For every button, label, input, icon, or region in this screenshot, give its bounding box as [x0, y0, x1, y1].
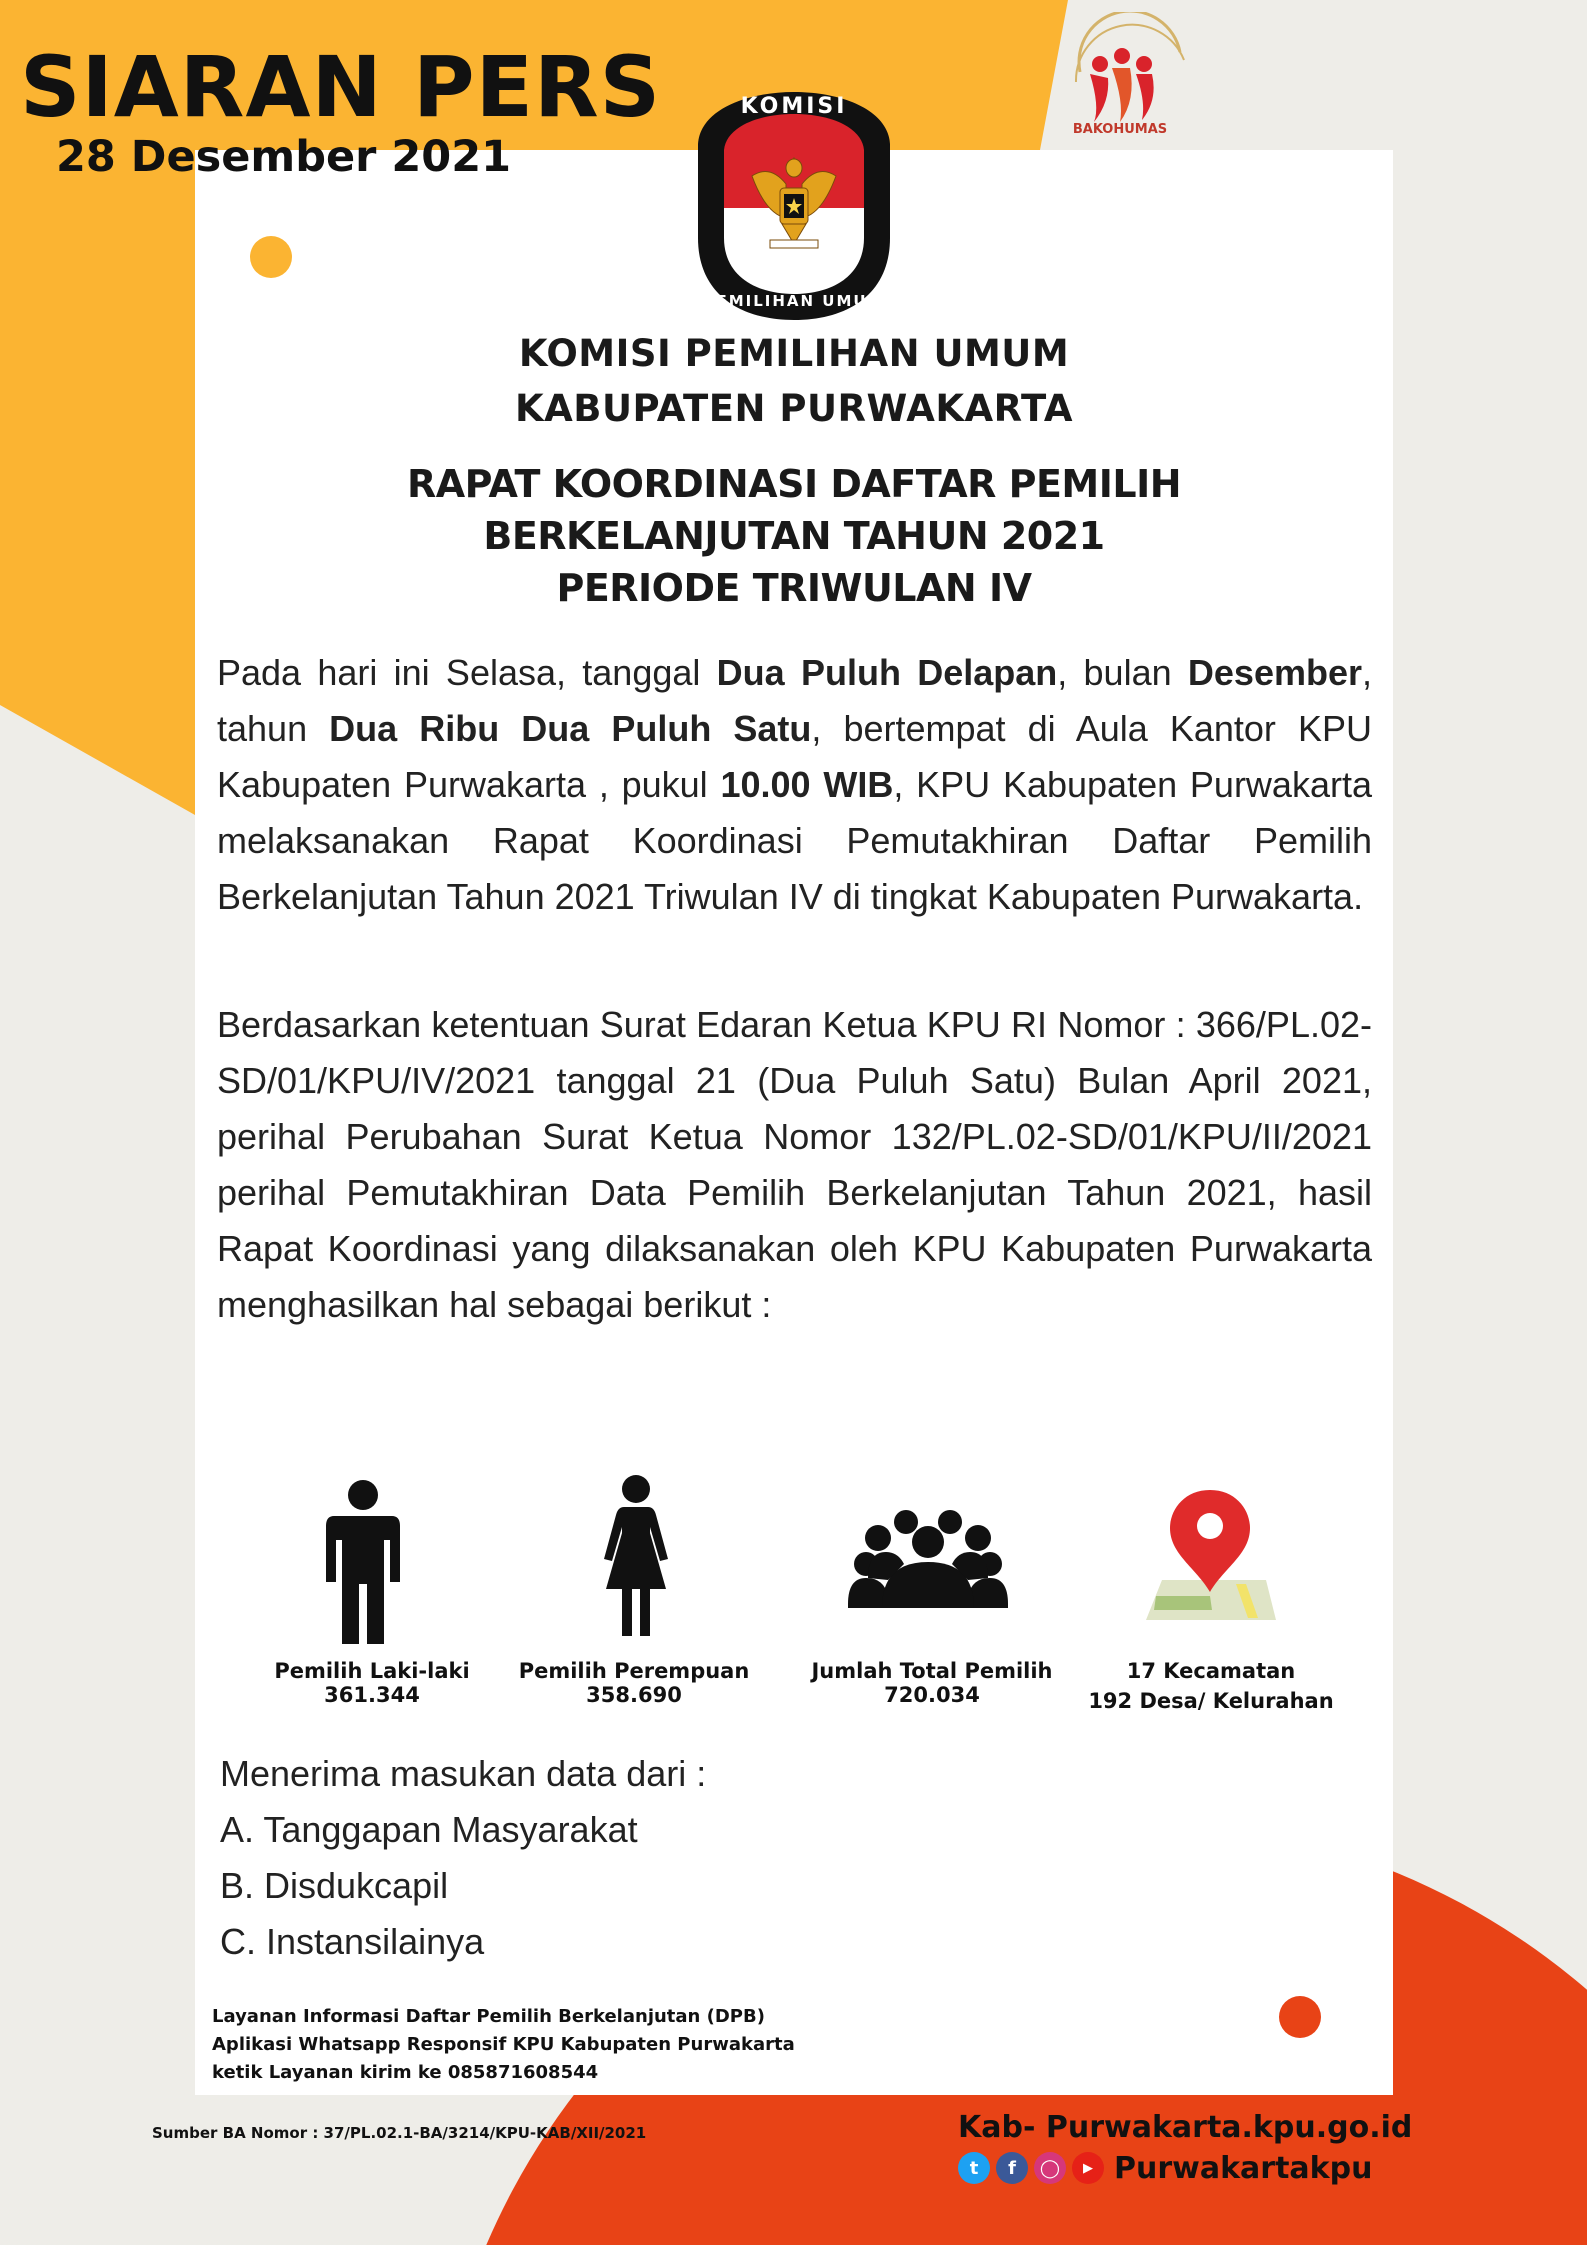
stat-label: Pemilih Perempuan: [518, 1659, 750, 1683]
paragraph-legal-basis: Berdasarkan ketentuan Surat Edaran Ketua KPU RI Nomor : 366/PL.02- SD/01/KPU/IV/2021 tanggal 21 (Dua Puluh Satu) Bulan April 2021, perihal Perubahan Surat Ketua Nomor 132/PL.02-SD/01/KPU/II/2021 perihal Pemutakhiran Data Pemilih Berkelanjutan Tahun 2021, hasil Rapat Koordinasi yang dilaksanakan oleh KPU Kabupaten Purwakarta menghasilkan hal sebagai berikut :: [217, 1004, 1372, 1325]
kpu-logo-bottom-text: PEMILIHAN UMUM: [703, 292, 885, 310]
stat-value: 358.690: [586, 1683, 682, 1707]
website-link[interactable]: Kab- Purwakarta.kpu.go.id: [958, 2110, 1413, 2145]
list-item: A. Tanggapan Masyarakat: [220, 1809, 638, 1850]
social-media-row: [958, 2150, 1372, 2186]
list-item: B. Disdukcapil: [220, 1865, 449, 1906]
heading-line-1: RAPAT KOORDINASI DAFTAR PEMILIH: [406, 462, 1182, 506]
social-handle: Purwakartakpu: [1114, 2150, 1373, 2186]
organization-regency: KABUPATEN PURWAKARTA: [515, 387, 1073, 430]
twitter-icon[interactable]: t: [958, 2152, 990, 2184]
female-icon: [596, 1473, 676, 1638]
press-release-title: SIARAN PERS: [20, 38, 662, 136]
bakohumas-emblem-icon: [1050, 12, 1190, 140]
footer-info-line: Layanan Informasi Daftar Pemilih Berkelanjutan (DPB): [212, 2006, 765, 2027]
stat-regions: [1081, 1656, 1341, 1716]
stat-label: 17 Kecamatan: [1126, 1659, 1296, 1683]
input-sources-list: [220, 1746, 706, 1970]
organization-name: KOMISI PEMILIHAN UMUM: [518, 332, 1070, 375]
stat-male-voters: [242, 1659, 502, 1707]
kpu-emblem-icon: [692, 88, 896, 322]
youtube-icon[interactable]: ▶: [1072, 2152, 1104, 2184]
facebook-icon[interactable]: f: [996, 2152, 1028, 2184]
instagram-icon[interactable]: ◯: [1034, 2152, 1066, 2184]
stat-value: 192 Desa/ Kelurahan: [1088, 1689, 1334, 1713]
bakohumas-label: BAKOHUMAS: [1072, 122, 1168, 137]
group-icon: [848, 1508, 1008, 1618]
stat-female-voters: [504, 1659, 764, 1707]
kpu-logo-top-text: KOMISI: [740, 94, 848, 119]
decorative-dot-yellow: [250, 236, 292, 278]
footer-info-line: ketik Layanan kirim ke 085871608544: [212, 2062, 599, 2083]
decorative-dot-orange: [1279, 1996, 1321, 2038]
stat-value: 720.034: [884, 1683, 980, 1707]
footer-info: [212, 2003, 795, 2087]
paragraph-meeting-info: Pada hari ini Selasa, tanggal Dua Puluh Delapan, bulan Desember, tahun Dua Ribu Dua Puluh Satu, bertempat di Aula Kantor KPU Kabupaten Purwakarta , pukul 10.00 WIB, KPU Kabupaten Purwakarta melaksanakan Rapat Koordinasi Pemutakhiran Daftar Pemilih Berkelanjutan Tahun 2021 Triwulan IV di tingkat Kabupaten Purwakarta.: [217, 652, 1373, 917]
male-icon: [318, 1478, 408, 1646]
map-pin-icon: [1140, 1488, 1282, 1623]
bakohumas-logo: [1050, 12, 1190, 140]
heading-line-3: PERIODE TRIWULAN IV: [556, 566, 1032, 610]
source-reference: Sumber BA Nomor : 37/PL.02.1-BA/3214/KPU-KAB/XII/2021: [152, 2124, 647, 2142]
footer-info-line: Aplikasi Whatsapp Responsif KPU Kabupaten Purwakarta: [212, 2034, 795, 2055]
heading-line-2: BERKELANJUTAN TAHUN 2021: [483, 514, 1105, 558]
stat-total-voters: [802, 1659, 1062, 1707]
kpu-logo: [692, 88, 896, 322]
list-intro: Menerima masukan data dari :: [220, 1753, 707, 1794]
press-release-date: 28 Desember 2021: [56, 132, 512, 182]
stat-value: 361.344: [324, 1683, 420, 1707]
stat-label: Pemilih Laki-laki: [274, 1659, 470, 1683]
stat-label: Jumlah Total Pemilih: [811, 1659, 1053, 1683]
list-item: C. Instansilainya: [220, 1921, 485, 1962]
